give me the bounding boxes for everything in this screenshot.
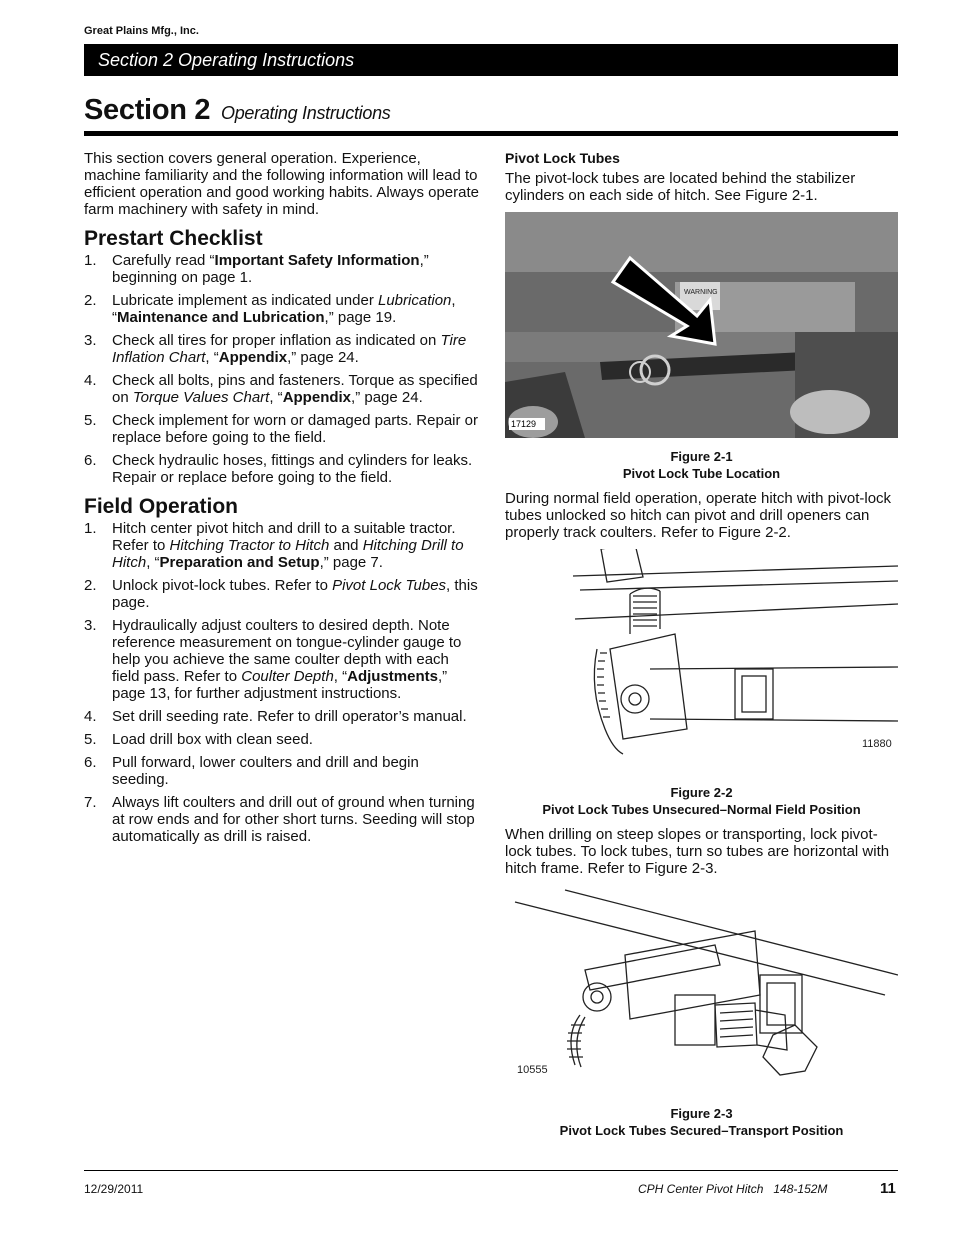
- list-text: Tire Inflation Chart: [112, 332, 467, 366]
- photo-number: 17129: [511, 419, 537, 429]
- pivot-lock-photo: [505, 212, 898, 438]
- list-number: 2.: [84, 292, 97, 309]
- pivot-lock-intro: The pivot-lock tubes are located behind the stabilizer cylinders on each side of hitch. See Figure 2-1.: [505, 170, 856, 204]
- diagram-number: 11880: [862, 738, 892, 750]
- list-number: 4.: [84, 708, 97, 725]
- figure-2-2-number: Figure 2-2: [670, 785, 733, 800]
- list-text: , “: [333, 668, 348, 685]
- list-item: [84, 452, 479, 486]
- figure-2-3: [505, 885, 898, 1139]
- figure-2-2-title: Pivot Lock Tubes Unsecured–Normal Field Position: [542, 802, 861, 817]
- figure-2-1-number: Figure 2-1: [670, 449, 733, 464]
- list-text: Lubricate implement as indicated under: [112, 292, 378, 309]
- list-number: 7.: [84, 794, 97, 811]
- field-operation-list: [84, 520, 479, 845]
- prestart-heading: Prestart Checklist: [84, 227, 263, 250]
- transport-paragraph: When drilling on steep slopes or transporting, lock pivot-lock tubes. To lock tubes, turn so tubes are horizontal with hitch frame. Refer to Figure 2-3.: [505, 826, 890, 877]
- list-text: Load drill box with clean seed.: [112, 731, 313, 748]
- list-number: 4.: [84, 372, 97, 389]
- list-text: Hitch center pivot hitch and drill to a suitable tractor. Refer to: [112, 520, 456, 554]
- list-item: [84, 617, 479, 702]
- list-text: and: [329, 537, 363, 554]
- warning-decal: WARNING: [684, 289, 718, 296]
- list-text: , “: [112, 292, 456, 326]
- footer-document-title: CPH Center Pivot Hitch 148-152M: [638, 1182, 828, 1196]
- list-text: Check all tires for proper inflation as indicated on: [112, 332, 441, 349]
- footer-date: 12/29/2011: [84, 1182, 144, 1196]
- list-text: Pull forward, lower coulters and drill and begin seeding.: [112, 754, 419, 788]
- list-text: Coulter Depth: [241, 668, 334, 685]
- list-item: [84, 252, 479, 286]
- list-text: Preparation and Setup: [159, 554, 320, 571]
- list-number: 2.: [84, 577, 97, 594]
- list-text: Carefully read “: [112, 252, 215, 269]
- list-text: ,” page 7.: [319, 554, 383, 571]
- list-number: 6.: [84, 754, 97, 771]
- page-title: [84, 94, 391, 127]
- list-number: 1.: [84, 520, 97, 537]
- figure-2-1-caption: [505, 448, 898, 482]
- list-text: Appendix: [218, 349, 288, 366]
- list-item: [84, 708, 479, 725]
- list-text: Torque Values Chart: [132, 389, 270, 406]
- list-text: Lubrication: [378, 292, 452, 309]
- title-main: Section 2: [84, 94, 211, 126]
- list-text: Set drill seeding rate. Refer to drill operator’s manual.: [112, 708, 467, 725]
- figure-2-3-title: Pivot Lock Tubes Secured–Transport Position: [559, 1123, 844, 1138]
- figure-2-3-number: Figure 2-3: [670, 1106, 733, 1121]
- figure-2-1-title: Pivot Lock Tube Location: [622, 466, 781, 481]
- company-name: Great Plains Mfg., Inc.: [84, 25, 199, 37]
- list-number: 1.: [84, 252, 97, 269]
- list-text: Pivot Lock Tubes: [332, 577, 447, 594]
- list-item: [84, 520, 479, 571]
- list-text: ,” page 24.: [287, 349, 359, 366]
- list-text: Check all bolts, pins and fasteners. Torque as specified on: [112, 372, 478, 406]
- list-number: 5.: [84, 412, 97, 429]
- list-item: [84, 292, 479, 326]
- list-item: [84, 412, 479, 446]
- figure-2-1: [505, 212, 898, 482]
- figure-2-2: [505, 549, 898, 818]
- list-item: [84, 794, 479, 845]
- list-text: Check hydraulic hoses, fittings and cylinders for leaks. Repair or replace before going to the field.: [112, 452, 473, 486]
- footer-rule: [84, 1170, 898, 1171]
- list-item: [84, 577, 479, 611]
- list-item: [84, 754, 479, 788]
- list-number: 5.: [84, 731, 97, 748]
- right-column: [505, 150, 898, 1147]
- list-text: ,” page 24.: [351, 389, 423, 406]
- page-number: 11: [880, 1180, 896, 1197]
- list-text: Appendix: [282, 389, 352, 406]
- intro-paragraph: This section covers general operation. Experience, machine familiarity and the following information will lead to efficient operation and good working habits. Always operate farm machinery with safety in mind.: [84, 150, 479, 218]
- diagram-number: 10555: [517, 1064, 548, 1076]
- list-text: ,” beginning on page 1.: [112, 252, 429, 286]
- unsecured-diagram: [505, 549, 898, 774]
- title-rule: [84, 131, 898, 136]
- list-text: Adjustments: [347, 668, 438, 685]
- normal-operation-paragraph: During normal field operation, operate hitch with pivot-lock tubes unlocked so hitch can pivot and drill openers can properly track coulters. Refer to Figure 2-2.: [505, 490, 892, 541]
- list-text: Hydraulically adjust coulters to desired depth. Note reference measurement on tongue-cylinder gauge to help you achieve the same coulter depth with each field pass. Refer to: [112, 617, 462, 685]
- field-operation-heading: Field Operation: [84, 495, 239, 518]
- list-number: 3.: [84, 617, 97, 634]
- list-text: , “: [146, 554, 160, 571]
- list-text: Unlock pivot-lock tubes. Refer to: [112, 577, 333, 594]
- prestart-list: [84, 252, 479, 486]
- list-item: [84, 731, 479, 748]
- list-text: Check implement for worn or damaged parts. Repair or replace before going to the field.: [112, 412, 478, 446]
- section-bar: Section 2 Operating Instructions: [84, 44, 898, 76]
- list-text: ,” page 13, for further adjustment instructions.: [112, 668, 448, 702]
- list-text: Important Safety Information: [214, 252, 420, 269]
- list-text: Hitching Drill to Hitch: [112, 537, 464, 571]
- figure-2-3-caption: [505, 1105, 898, 1139]
- figure-2-2-caption: [505, 784, 898, 818]
- list-text: ,” page 19.: [324, 309, 397, 326]
- list-text: , “: [269, 389, 283, 406]
- list-item: [84, 372, 479, 406]
- list-item: [84, 332, 479, 366]
- list-number: 6.: [84, 452, 97, 469]
- list-text: Maintenance and Lubrication: [117, 309, 325, 326]
- list-text: Hitching Tractor to Hitch: [169, 537, 330, 554]
- title-sub: Operating Instructions: [221, 103, 391, 123]
- pivot-lock-heading: Pivot Lock Tubes: [505, 150, 620, 166]
- secured-diagram: [505, 885, 898, 1095]
- list-text: Always lift coulters and drill out of ground when turning at row ends and for other short turns. Seeding will stop automatically as drill is raised.: [112, 794, 475, 845]
- list-text: , this page.: [112, 577, 478, 611]
- left-column: [84, 150, 479, 851]
- list-number: 3.: [84, 332, 97, 349]
- list-text: , “: [205, 349, 219, 366]
